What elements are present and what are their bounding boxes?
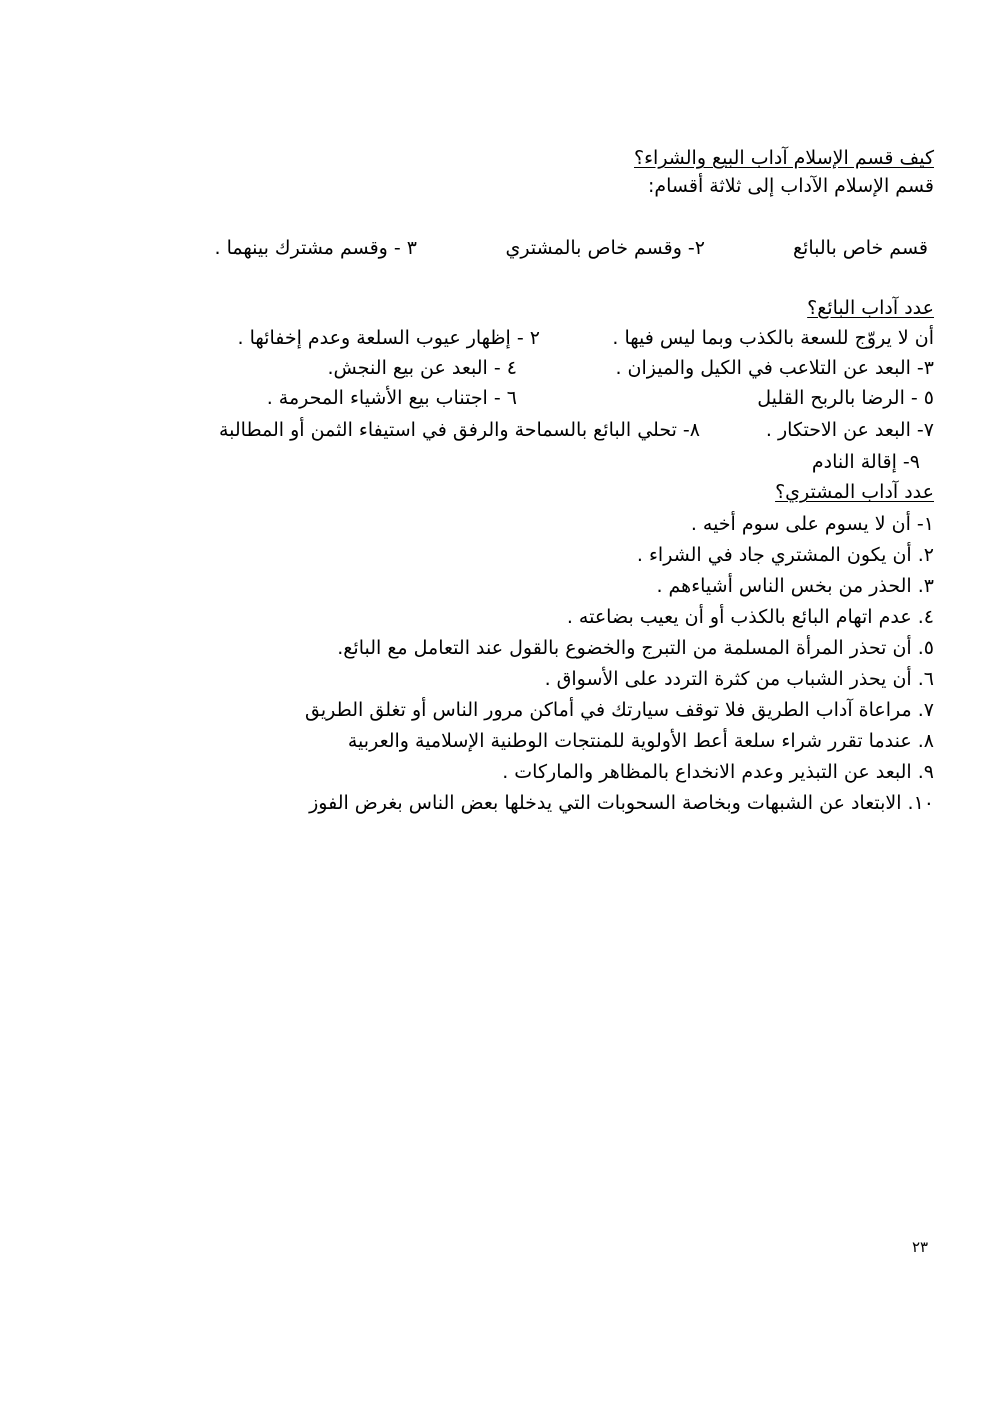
- buyer-item: ٦. أن يحذر الشباب من كثرة التردد على الأسواق .: [544, 668, 934, 690]
- buyer-item: ٨. عندما تقرر شراء سلعة أعط الأولوية للمنتجات الوطنية الإسلامية والعربية: [347, 730, 934, 752]
- section-common: ٣ - وقسم مشترك بينهما .: [214, 237, 417, 259]
- heading-question-1: كيف قسم الإسلام آداب البيع والشراء؟: [634, 147, 934, 169]
- buyer-item: ٥. أن تحذر المرأة المسلمة من التبرج والخضوع بالقول عند التعامل مع البائع.: [337, 637, 934, 659]
- page-number: ٢٣: [912, 1238, 929, 1256]
- seller-item-2: ٢ - إظهار عيوب السلعة وعدم إخفائها .: [237, 327, 540, 349]
- seller-item-5: ٥ - الرضا بالربح القليل: [757, 387, 934, 409]
- section-buyer: ٢- وقسم خاص بالمشتري: [505, 237, 705, 259]
- seller-item-7: ٧- البعد عن الاحتكار .: [765, 419, 934, 441]
- seller-row-1: [0, 324, 992, 352]
- buyer-item: ١٠. الابتعاد عن الشبهات وبخاصة السحوبات التي يدخلها بعض الناس بغرض الفوز: [309, 792, 934, 814]
- heading-seller-etiquette: عدد آداب البائع؟: [807, 297, 934, 319]
- sections-row: [0, 234, 992, 262]
- buyer-item: ٣. الحذر من بخس الناس أشياءهم .: [656, 575, 934, 597]
- seller-row-4: [0, 416, 992, 444]
- buyer-item: ٢. أن يكون المشتري جاد في الشراء .: [636, 544, 934, 566]
- seller-row-2: [0, 354, 992, 382]
- seller-item-3: ٣- البعد عن التلاعب في الكيل والميزان .: [615, 357, 934, 379]
- buyer-item: ٧. مراعاة آداب الطريق فلا توقف سيارتك في أماكن مرور الناس أو تغلق الطريق: [305, 699, 934, 721]
- seller-item-1: أن لا يروّج للسعة بالكذب وبما ليس فيها .: [612, 327, 934, 349]
- answer-intro: قسم الإسلام الآداب إلى ثلاثة أقسام:: [647, 175, 934, 197]
- buyer-item: ٤. عدم اتهام البائع بالكذب أو أن يعيب بضاعته .: [566, 606, 934, 628]
- section-seller: قسم خاص بالبائع: [792, 237, 928, 259]
- seller-item-6: ٦ - اجتناب بيع الأشياء المحرمة .: [266, 387, 517, 409]
- seller-item-4: ٤ - البعد عن بيع النجش.: [327, 357, 517, 379]
- buyer-item: ١- أن لا يسوم على سوم أخيه .: [690, 513, 934, 535]
- buyer-item: ٩. البعد عن التبذير وعدم الانخداع بالمظاهر والماركات .: [502, 761, 934, 783]
- heading-buyer-etiquette: عدد آداب المشتري؟: [775, 481, 934, 503]
- seller-row-3: [0, 384, 992, 412]
- seller-item-8: ٨- تحلي البائع بالسماحة والرفق في استيفاء الثمن أو المطالبة: [218, 419, 700, 441]
- seller-item-9: ٩- إقالة النادم: [811, 451, 920, 473]
